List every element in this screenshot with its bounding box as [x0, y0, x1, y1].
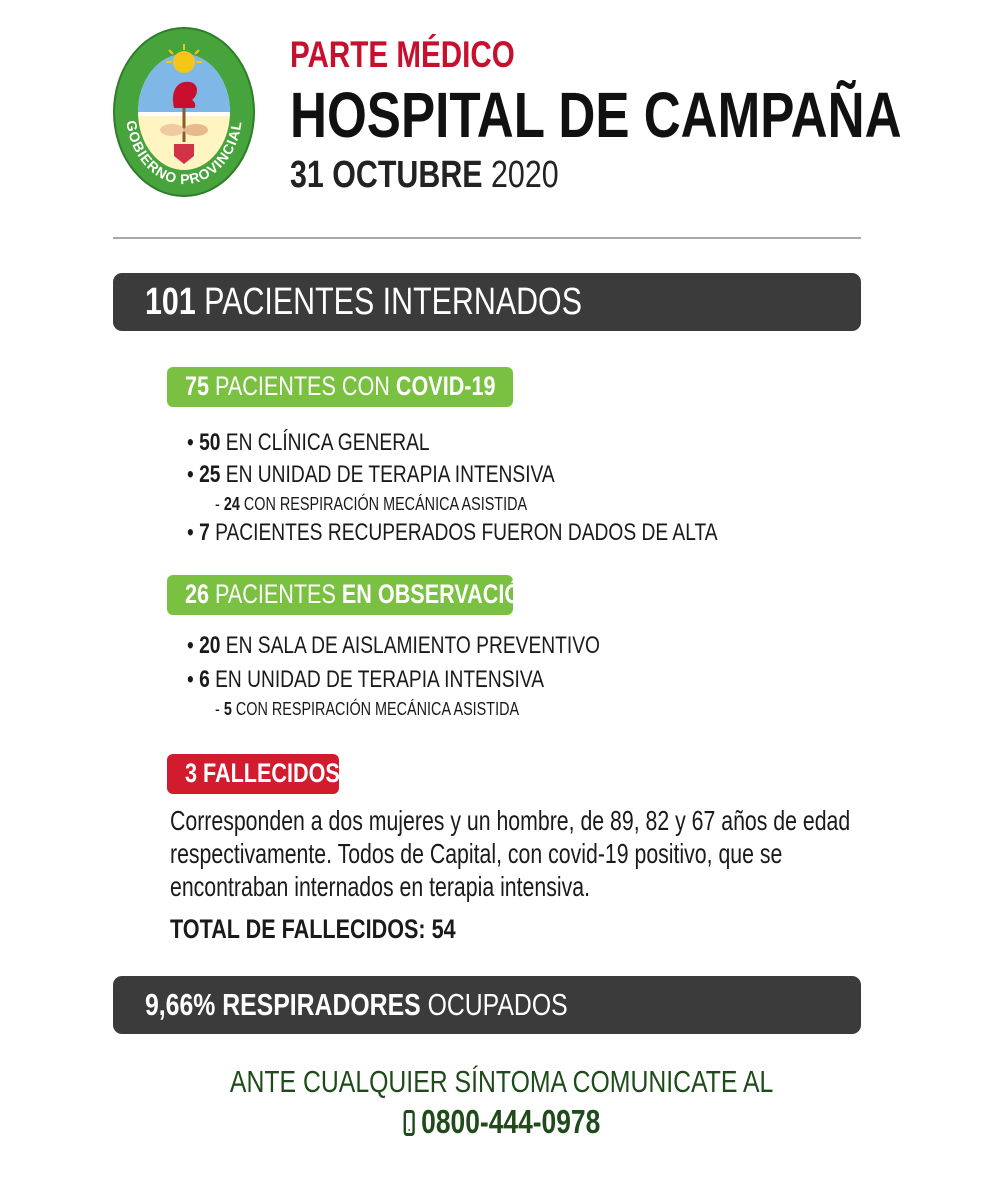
- list-item: • 50 EN CLÍNICA GENERAL: [187, 429, 430, 456]
- fallecidos-description: Corresponden a dos mujeres y un hombre, de 89, 82 y 67 años de edad respectivamente. Todos de Capital, con covid-19 positivo, que se encontraban internados en terapia intensiva.: [170, 805, 851, 902]
- list-item: • 7 PACIENTES RECUPERADOS FUERON DADOS DE ALTA: [187, 519, 718, 546]
- respiradores-label-bold: RESPIRADORES: [222, 987, 421, 1022]
- observacion-number: 26: [185, 579, 210, 609]
- gobierno-provincial-logo: [112, 26, 256, 198]
- list-item: • 25 EN UNIDAD DE TERAPIA INTENSIVA: [187, 461, 555, 488]
- internados-label: PACIENTES INTERNADOS: [204, 281, 582, 323]
- list-item: • 20 EN SALA DE AISLAMIENTO PREVENTIVO: [187, 632, 600, 659]
- report-date: [290, 154, 626, 197]
- observacion-badge: [167, 575, 537, 615]
- logo-text: GOBIERNO PROVINCIAL: [123, 119, 245, 188]
- list-item: • 6 EN UNIDAD DE TERAPIA INTENSIVA: [187, 666, 545, 693]
- footer-phone: [0, 1103, 1004, 1141]
- observacion-label-bold: EN OBSERVACIÓN: [341, 579, 537, 609]
- date-day-month: 31 OCTUBRE: [290, 154, 483, 196]
- list-subitem: - 24 CON RESPIRACIÓN MECÁNICA ASISTIDA: [215, 494, 528, 514]
- covid-label: PACIENTES CON: [215, 371, 390, 401]
- kicker-title: PARTE MÉDICO: [290, 34, 515, 75]
- list-subitem: - 5 CON RESPIRACIÓN MECÁNICA ASISTIDA: [215, 699, 520, 719]
- main-title: HOSPITAL DE CAMPAÑA: [290, 79, 902, 151]
- respiradores-bar: [113, 976, 861, 1034]
- respiradores-label: OCUPADOS: [427, 987, 568, 1022]
- covid-badge: [167, 367, 513, 407]
- phone-number: 0800-444-0978: [421, 1103, 601, 1140]
- date-year: 2020: [491, 154, 559, 196]
- internados-number: 101: [145, 281, 196, 323]
- header-divider: [113, 237, 861, 239]
- footer-message: ANTE CUALQUIER SÍNTOMA COMUNICATE AL: [230, 1064, 774, 1099]
- respiradores-percent: 9,66%: [145, 987, 216, 1022]
- covid-number: 75: [185, 371, 210, 401]
- internados-bar: [113, 273, 861, 331]
- total-fallecidos: TOTAL DE FALLECIDOS: 54: [170, 914, 456, 944]
- observacion-label: PACIENTES: [215, 579, 336, 609]
- phone-icon: [404, 1110, 415, 1136]
- covid-label-bold: COVID-19: [395, 371, 496, 401]
- fallecidos-badge: 3 FALLECIDOS: [167, 754, 339, 794]
